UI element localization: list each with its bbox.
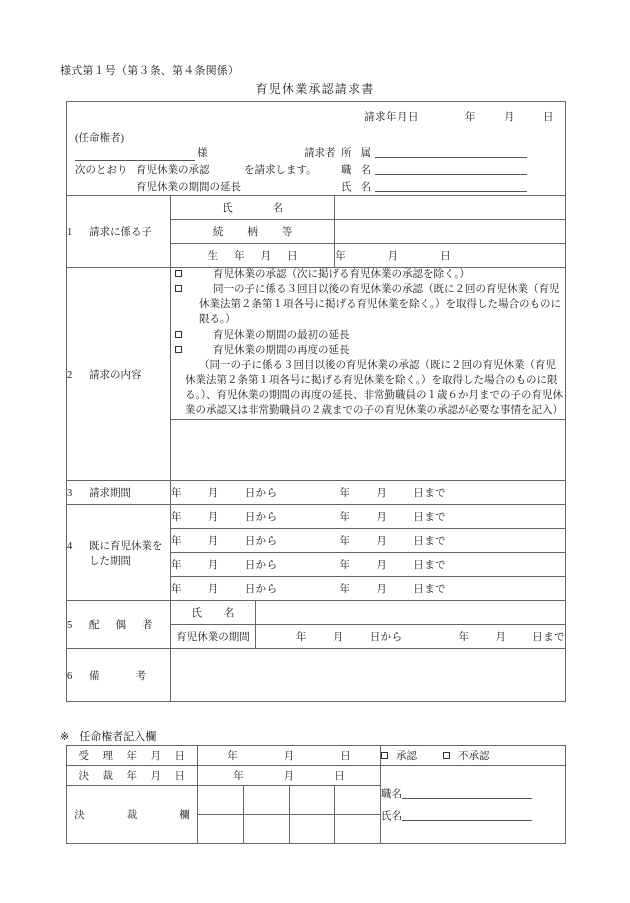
approve-label: 承認	[396, 751, 417, 762]
signature-cell	[381, 766, 566, 844]
section6-remarks-area[interactable]	[170, 649, 565, 702]
decision-date-label: 決 裁 年 月 日	[67, 766, 198, 786]
spouse-name-value[interactable]	[255, 601, 565, 625]
stamp-box[interactable]	[335, 786, 381, 815]
stamp-box[interactable]	[289, 786, 335, 815]
checkbox-icon[interactable]	[175, 346, 182, 353]
intro-text: 次のとおり	[75, 165, 128, 176]
checkbox-icon[interactable]	[175, 331, 182, 338]
main-form-table	[66, 101, 566, 702]
request-verb: を請求します。	[244, 165, 317, 176]
disapprove-label: 不承認	[458, 751, 490, 762]
requester-affiliation-row	[341, 145, 527, 160]
appointer-section-title: ※ 任命権者記入欄	[60, 731, 157, 743]
section2-row-content	[67, 268, 566, 420]
header-cell	[67, 102, 566, 196]
approval-decision-cell[interactable]	[381, 746, 566, 766]
spouse-period-sublabel: 育児休業の期間	[170, 625, 255, 649]
stamp-box[interactable]	[198, 815, 244, 844]
appointer-input-line[interactable]	[75, 146, 195, 161]
section1-label: 1 請求に係る子	[67, 196, 171, 268]
stamp-box[interactable]	[243, 815, 289, 844]
request-date-line	[364, 109, 554, 124]
appointer-label: (任命権者)	[75, 133, 124, 144]
post-input[interactable]	[375, 162, 527, 175]
stamp-box[interactable]	[198, 786, 244, 815]
spouse-period-value[interactable]: 年 月 日から 年 月 日まで	[255, 625, 565, 649]
name-input[interactable]	[375, 179, 527, 192]
signature-name-label: 氏名	[381, 811, 402, 822]
header-row	[67, 102, 566, 196]
requester-label: 請求者	[304, 148, 336, 159]
sama-honorific: 様	[197, 148, 208, 159]
approval-stamp-label: 決 裁 欄	[67, 786, 198, 844]
name-label-a: 氏	[341, 182, 352, 193]
affiliation-label-b: 属	[360, 148, 371, 159]
appointer-entry-table	[66, 745, 566, 844]
receipt-date-label: 受 理 年 月 日	[67, 746, 198, 766]
child-relation-value[interactable]	[335, 220, 566, 244]
section3-label: 3 請求期間	[67, 481, 171, 505]
section2-content	[170, 268, 565, 420]
request-option-1[interactable]: 育児休業の承認	[136, 165, 210, 176]
section4-period-value-3[interactable]: 年 月 日から 年 月 日まで	[170, 553, 565, 577]
checkbox-icon[interactable]	[175, 285, 182, 292]
signature-name-input[interactable]	[402, 808, 532, 821]
section1-row-name	[67, 196, 566, 220]
affiliation-label-a: 所	[341, 148, 352, 159]
section4-period-value-2[interactable]: 年 月 日から 年 月 日まで	[170, 529, 565, 553]
checkbox-label-3: 育児休業の期間の最初の延長	[212, 329, 350, 341]
checkbox-label-1: 育児休業の承認（次に掲げる育児休業の承認を除く。）	[212, 269, 471, 280]
section2-label: 2 請求の内容	[67, 268, 171, 481]
disapprove-checkbox-icon[interactable]	[443, 752, 450, 759]
checkbox-item-1[interactable]	[171, 268, 565, 283]
section6-row	[67, 649, 566, 702]
request-date-day: 日	[543, 112, 554, 123]
child-birthdate-value[interactable]: 年 月 日	[335, 244, 566, 268]
child-birthdate-sublabel: 生 年 月 日	[170, 244, 334, 268]
receipt-date-row	[67, 746, 566, 766]
checkbox-label-2: 同一の子に係る３回目以後の育児休業の承認（既に２回の育児休業（育児休業法第２条第１項各号に掲げる育児休業を除く。）を取得した場合のものに限る。）	[198, 284, 562, 326]
affiliation-input[interactable]	[375, 145, 527, 158]
section6-label: 6 備 考	[67, 649, 171, 702]
section4-row-1	[67, 505, 566, 529]
checkbox-icon[interactable]	[175, 270, 182, 277]
signature-post-label: 職名	[381, 789, 402, 800]
signature-post-input[interactable]	[402, 786, 532, 799]
post-label-b: 名	[360, 165, 371, 176]
signature-post-row	[381, 786, 565, 801]
receipt-date-value[interactable]: 年 月 日	[198, 746, 381, 766]
checkbox-item-3[interactable]	[171, 329, 565, 344]
child-name-sublabel: 氏 名	[170, 196, 334, 220]
stamp-box[interactable]	[243, 786, 289, 815]
request-date-month: 月	[504, 112, 515, 123]
section2-note: （同一の子に係る３回目以後の育児休業の承認（既に２回の育児休業（育児休業法第２条第１項各号に掲げる育児休業を除く。）を取得した場合のものに限る。）、育児休業の期間の再度の延長、非常勤職員の１歳６か月までの子の育児休業の承認又は非常勤職員の２歳までの子の育児休業の承認が必要な事情を記入）	[184, 360, 563, 417]
stamp-box[interactable]	[289, 815, 335, 844]
reference-mark-icon: ※	[60, 731, 70, 743]
request-date-label: 請求年月日	[364, 112, 419, 123]
requester-name-row	[341, 179, 527, 194]
name-label-b: 名	[360, 182, 371, 193]
section5-row-name	[67, 601, 566, 625]
request-date-year: 年	[465, 112, 476, 123]
requester-post-row	[341, 162, 527, 177]
spouse-name-sublabel: 氏 名	[170, 601, 255, 625]
section3-period-value[interactable]: 年 月 日から 年 月 日まで	[170, 481, 565, 505]
section2-freetext-area[interactable]	[170, 420, 565, 481]
section5-label: 5 配 偶 者	[67, 601, 171, 649]
section4-period-value-1[interactable]: 年 月 日から 年 月 日まで	[170, 505, 565, 529]
checkbox-label-4: 育児休業の期間の再度の延長	[212, 345, 350, 357]
decision-date-value[interactable]: 年 月 日	[198, 766, 381, 786]
post-label-a: 職	[341, 165, 352, 176]
section4-period-value-4[interactable]: 年 月 日から 年 月 日まで	[170, 577, 565, 601]
request-option-2[interactable]: 育児休業の期間の延長	[136, 182, 241, 193]
section4-label: 4 既に育児休業を した期間	[67, 505, 171, 601]
stamp-box[interactable]	[335, 815, 381, 844]
document-title: 育児休業承認請求書	[255, 82, 375, 96]
checkbox-item-4[interactable]	[171, 344, 565, 359]
form-number: 様式第１号（第３条、第４条関係）	[60, 65, 240, 77]
checkbox-item-2[interactable]	[171, 283, 565, 328]
approve-checkbox-icon[interactable]	[381, 752, 388, 759]
child-name-value[interactable]	[335, 196, 566, 220]
signature-name-row	[381, 808, 565, 823]
section3-row	[67, 481, 566, 505]
decision-date-row	[67, 766, 566, 786]
child-relation-sublabel: 続 柄 等	[170, 220, 334, 244]
